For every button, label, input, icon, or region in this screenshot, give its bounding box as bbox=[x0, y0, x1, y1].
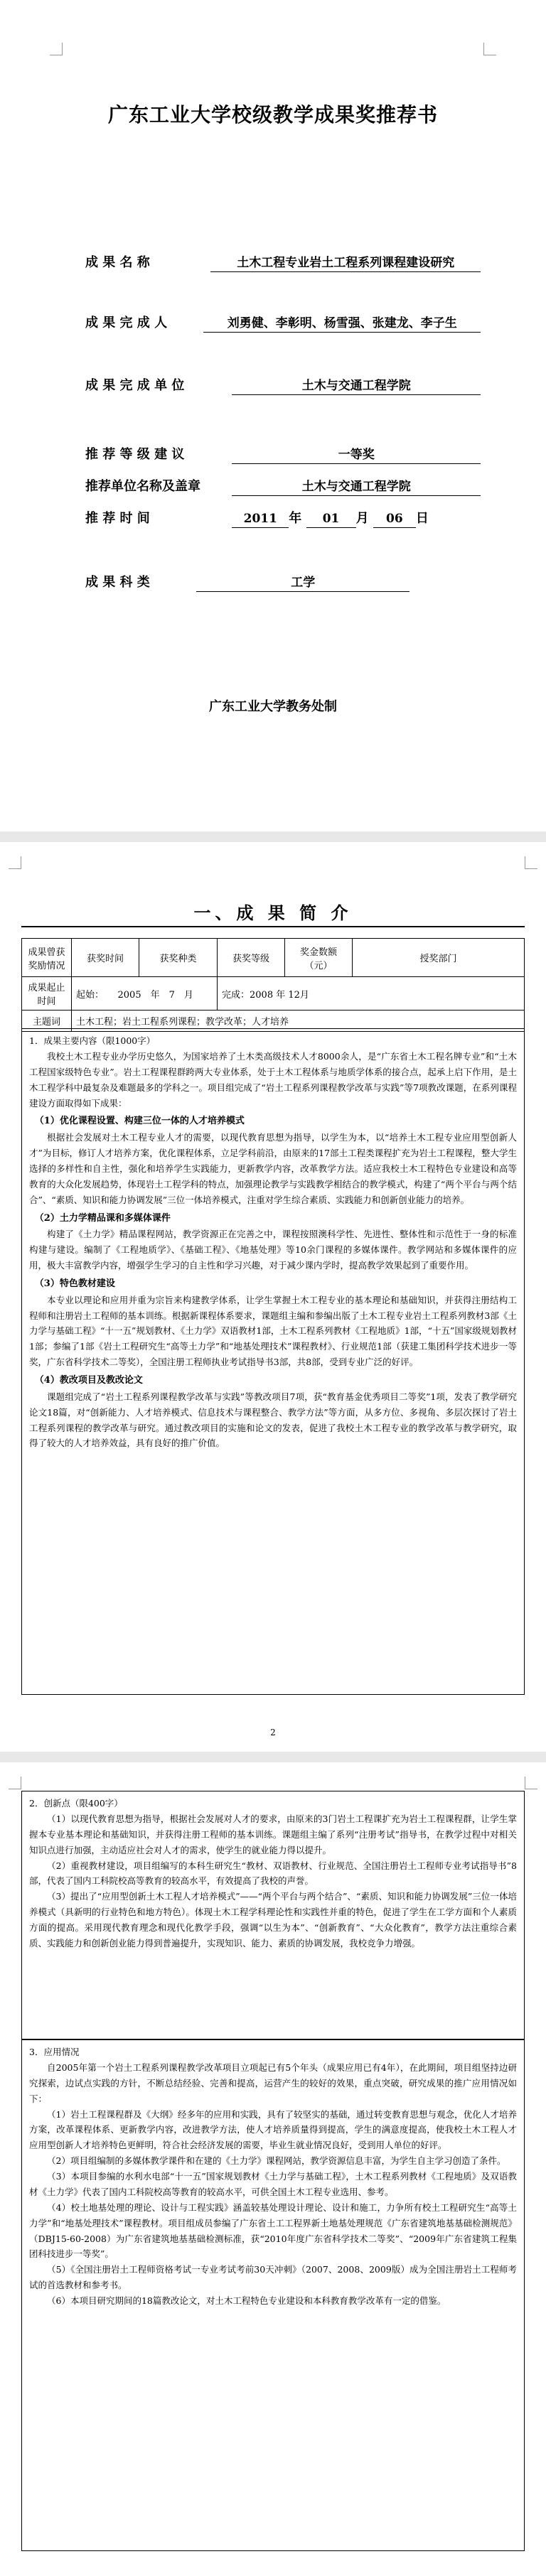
paragraph: 自2005年第一个岩土工程系列课程教学改革项目立项起已有5个年头（成果应用已有4年），在此期间，项目组坚持边研究探索，边试点实践的方针，不断总结经验、完善和提高，运营产生的较好的效果，重点突破，研究成果的推广应用情况如下： bbox=[29, 2062, 517, 2104]
field-result-name: 成 果 名 称 土木工程专业岩土工程系列课程建设研究 bbox=[85, 252, 481, 272]
paragraph: （6）本项目研究期间的18篇教改论文，对土木工程特色专业建设和本科教育教学改革有一定的借鉴。 bbox=[47, 2295, 446, 2306]
corner-mark bbox=[50, 43, 63, 55]
table-row: 成果起止时间 起始： 2005 年 7 月 完成：2008 年 12月 bbox=[22, 977, 525, 1011]
corner-mark bbox=[483, 43, 496, 55]
page-number: 2 bbox=[270, 1728, 276, 1737]
paragraph: （3）提出了“应用型创新土木工程人才培养模式”——“两个平台与两个结合”、“素质、知识和能力协调发展”三位一体培养模式（具新明的行业特色和地方特色）。体现土木工程学科理论性和实践性并重的特色，促进了学生在工学方面和个人素质方面的提高。采用现代教育理念和现代化教学手段，强调“以生为本”、“创新教育”、“大众化教育”，教学方法注重综合素质、实践能力和创新创业能力得到普遍提升，实现知识、能力、素质的协调发展，我校竞争力增强。 bbox=[29, 1891, 517, 1949]
cover-title: 广东工业大学校级教学成果奖推荐书 bbox=[107, 103, 438, 126]
field-grade: 推 荐 等 级 建 议 一等奖 bbox=[85, 444, 481, 464]
innovation-box bbox=[21, 1791, 525, 2039]
paragraph: （2）项目组编制的多媒体教学课件和在建的《土力学》课程网站，教学资源信息丰富，为学生自主学习创造了条件。 bbox=[47, 2155, 506, 2167]
main-content-box: 1．成果主要内容（限1000字） 我校土木工程专业办学历史悠久，为国家培养了土木类高级技术人才8000余人，是“广东省土木工程名牌专业”和“土木工程国家级特色专业”。岩土工程课程群跨两大专业体系，处于土木工程体系与地质学体系的接合点，起承上启下作用，是土木工程学科中最复杂及难题最多的学科之一。项目组完成了“岩土工程系列课程教学改革与实践”等7项教改课题，在系列课程建设方面取得如下成果： （1）优化课程设置、构建三位一体的人才培养模式 根据社会发展对土木工程专业人才的需要，以现代教育思想为指导，以学生为本，以“培养土木工程专业应用型创新人才”为目标，修订人才培养方案，优化课程体系，立足学科前沿，由原来的17部土工程类课程扩充为岩土工程课程，整大学生选择的多样性和自主性，强化和培养学生实践能力，更新教学内容，改革教学方法。适应我校土木工程特色专业建设和高等教育的大众化发展趋势，体现岩土工程学科的特点，加强理论教学与实践教学相结合的教学模式，构建了“两个平台与两个结合”、“素质、知识和能力协调发展”三位一体培养模式，注重对学生综合素质、实践能力和创新创业能力的培养。 （2）土力学精品课和多媒体课件 构建了《土力学》精品课程网站，教学资源正在完善之中，课程按照澳科学性、先进性、整体性和示范性于一身的标准构建与建设。编制了《工程地质学》、《基础工程》、《地基处理》等10余门课程的多媒体课件。教学网站和多媒体课件的应用，极大丰富教学内容，增强学生学习的自主性和学习兴趣，对于减少课内学时，提高教学效果起到了重要作用。 （3）特色教材建设 本专业以理论和应用并重为宗旨来构建教学体系，让学生掌握土木工程专业的基本理论和基础知识，并获得注册结构工程师和注册岩土工程师的基本训练。根据新课程体系要求，课题组主编和参编出版了土木工程专业岩土工程系列教材3部《土力学与基础工程》“十一五”规划教材、《土力学》双语教材1部，土木工程系列教材《工程地质》1部，“十五”国家级规划教材1部；参编了1部《岩土工程研究生“高等土力学”和“地基处理技术”课程教材》、行业规范1部（获建工集团科学技术进步一等奖，广东省科学技术二等奖），全国注册工程师执业考试指导书3部，共8部，受到专业广泛的好评。 （4）教改项目及教改论文 课题组完成了“岩土工程系列课程教学改革与实践”等教改项目7项，获“教育基金优秀项目二等奖”1项，发表了教学研究论文18篇，对“创新能力、人才培养模式、信息技术与课程整合、教学方法”等方面，从多方位、多视角、多层次探讨了岩土工程系列课程的教学改革与研究。通过教改项目的实施和论文的发表，促进了我校土木工程专业的教学改革与教学研究，取得了较大的人才培养效益，具有良好的推广价值。 bbox=[21, 1028, 525, 1695]
paragraph: （1）以现代教育思想为指导，根据社会发展对人才的要求，由原来的3门岩土工程课扩充为岩土工程课程群，让学生掌握本专业基本理论和基础知识，并获得注册工程师的基本训练。课题组主编了系列“注册考试”指导书，在教学过程中对相关知识点进行加强，主动适应社会对人才的需求，使学生的就业能力得以提升。 bbox=[29, 1813, 517, 1855]
corner-mark bbox=[9, 856, 21, 869]
cover-page bbox=[0, 0, 546, 831]
box-heading: 3．应用情况 bbox=[29, 2047, 80, 2057]
application-box bbox=[21, 2039, 525, 2551]
paragraph: （3）本项目参编的水利水电部“十一五”国家规划教材《土力学与基础工程》，土木工程系列教材《工程地质》及双语教材《土力学》代表了国内工科院校高等教育的较高水平，可供全国土木工程专业选用、参考。 bbox=[29, 2171, 517, 2197]
field-unit: 成 果 完 成 单 位 土木与交通工程学院 bbox=[85, 375, 481, 395]
corner-mark bbox=[9, 1777, 21, 1789]
summary-page bbox=[0, 842, 546, 1752]
summary-table bbox=[21, 938, 525, 1032]
paragraph: 构建了《土力学》精品课程网站，教学资源正在完善之中，课程按照澳科学性、先进性、整体性和示范性于一身的标准构建与建设。编制了《工程地质学》、《基础工程》、《地基处理》等10余门课程的多媒体课件。教学网站和多媒体课件的应用，极大丰富教学内容，增强学生学习的自主性和学习兴趣，对于减少课内学时，提高教学效果起到了重要作用。 bbox=[29, 1229, 517, 1271]
field-date: 推 荐 时 间 2011 年 01 月 06 日 bbox=[85, 508, 429, 528]
title-rule bbox=[21, 926, 525, 927]
cover-footer: 广东工业大学教务处制 bbox=[209, 699, 337, 714]
field-recommender: 推荐单位名称及盖章 土木与交通工程学院 bbox=[85, 476, 481, 496]
paragraph: （2）重视教材建设，项目组编写的本科生研究生“教材、双语教材、行业规范、全国注册岩土工程师专业考试指导书”8部，代表了国内工科院校高等教育的较高水平，有效提高了我校的声誉。 bbox=[29, 1860, 517, 1887]
paragraph: （5）《全国注册岩土工程师资格考试一专业考试考前30天冲刺》（2007、2008、2009版）成为全国注册岩土工程师考试的首选教材和参考书。 bbox=[29, 2264, 517, 2291]
subsection-title: （2）土力学精品课和多媒体课件 bbox=[34, 1212, 171, 1224]
corner-mark bbox=[525, 856, 537, 869]
box-heading: 2．创新点（限400字） bbox=[29, 1798, 123, 1809]
paragraph: 根据社会发展对土木工程专业人才的需要，以现代教育思想为指导，以学生为本，以“培养土木工程专业应用型创新人才”为目标，修订人才培养方案，优化课程体系，立足学科前沿，由原来的17部土工程类课程扩充为岩土工程课程，整大学生选择的多样性和自主性，强化和培养学生实践能力，更新教学内容，改革教学方法。适应我校土木工程特色专业建设和高等教育的大众化发展趋势，体现岩土工程学科的特点，加强理论教学与实践教学相结合的教学模式，构建了“两个平台与两个结合”、“素质、知识和能力协调发展”三位一体培养模式，注重对学生综合素质、实践能力和创新创业能力的培养。 bbox=[29, 1132, 517, 1205]
subsection-title: （1）优化课程设置、构建三位一体的人才培养模式 bbox=[34, 1116, 245, 1127]
table-row: 主题词 土木工程；岩土工程系列课程；教学改革；人才培养 bbox=[22, 1011, 525, 1032]
subsection-title: （4）教改项目及教改论文 bbox=[34, 1375, 143, 1386]
paragraph: （4）校土地基处理的理论、设计与工程实践》涵盖较基处理设计理论、设计和施工，力争所有校土工程研究生“高等土力学”和“地基处理技术”课程教材。项目组成员参编了广东省土工工程界新土地基处理规范《广东省建筑地基基础检测规范》（DBJ15-60-2008）为广东省建筑地基基础检测标准，获“2010年度广东省科学技术二等奖”、“2009年广东省建筑工程集团科技进步一等奖”。 bbox=[29, 2202, 517, 2260]
paragraph: 课题组完成了“岩土工程系列课程教学改革与实践”等教改项目7项，获“教育基金优秀项目二等奖”1项，发表了教学研究论文18篇，对“创新能力、人才培养模式、信息技术与课程整合、教学方法”等方面，从多方位、多视角、多层次探讨了岩土工程系列课程的教学改革与研究。通过教改项目的实施和论文的发表，促进了我校土木工程专业的教学改革与教学研究，取得了较大的人才培养效益，具有良好的推广价值。 bbox=[29, 1391, 517, 1449]
paragraph: （1）岩土工程课程群及《大纲》经多年的应用和实践，具有了较坚实的基础，通过转变教育思想与观念，优化人才培养方案，改革课程体系、更新教学内容，改进教学方法，使人才培养质量得到提高，学生的满意度提高，使我校土木工程人才应用型创新人才培养特色更鲜明，符合社会经济发展的需要，毕业生就业情况良好，受到用人单位的好评。 bbox=[29, 2108, 517, 2151]
paragraph: 本专业以理论和应用并重为宗旨来构建教学体系，让学生掌握土木工程专业的基本理论和基础知识，并获得注册结构工程师和注册岩土工程师的基本训练。根据新课程体系要求，课题组主编和参编出版了土木工程专业岩土工程系列教材3部《土力学与基础工程》“十一五”规划教材、《土力学》双语教材1部，土木工程系列教材《工程地质》1部，“十五”国家级规划教材1部；参编了1部《岩土工程研究生“高等土力学”和“地基处理技术”课程教材》、行业规范1部（获建工集团科学技术进步一等奖，广东省科学技术二等奖），全国注册工程师执业考试指导书3部，共8部，受到专业广泛的好评。 bbox=[29, 1294, 517, 1368]
section-title: 一、成 果 简 介 bbox=[193, 902, 353, 923]
subsection-title: （3）特色教材建设 bbox=[34, 1278, 115, 1289]
innovation-page bbox=[0, 1762, 546, 2576]
corner-mark bbox=[525, 1777, 537, 1789]
field-completers: 成 果 完 成 人 刘勇健、李彰明、杨雪强、张建龙、李子生 bbox=[85, 313, 481, 333]
table-row: 成果曾获奖励情况 获奖时间 获奖种类 获奖等级 奖金数额（元） 授奖部门 bbox=[22, 939, 525, 977]
field-category: 成 果 科 类 工学 bbox=[85, 572, 410, 592]
intro-paragraph: 我校土木工程专业办学历史悠久，为国家培养了土木类高级技术人才8000余人，是“广东省土木工程名牌专业”和“土木工程国家级特色专业”。岩土工程课程群跨两大专业体系，处于土木工程体系与地质学体系的接合点，起承上启下作用，是土木工程学科中最复杂及难题最多的学科之一。项目组完成了“岩土工程系列课程教学改革与实践”等7项教改课题，在系列课程建设方面取得如下成果： bbox=[29, 1050, 517, 1109]
